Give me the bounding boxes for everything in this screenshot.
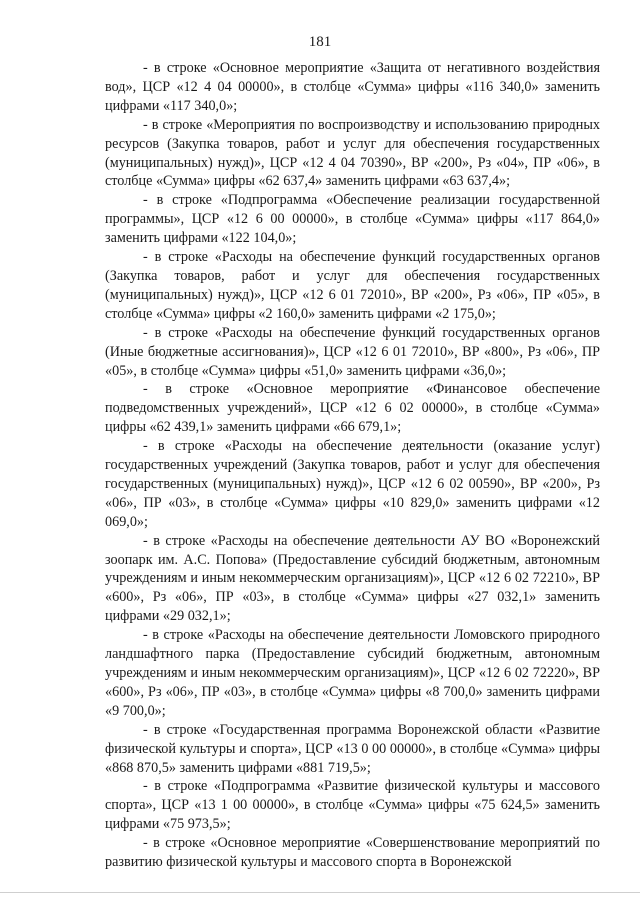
paragraph: - в строке «Основное мероприятие «Совершенствование мероприятий по развитию физической культуры и массового спорта в Воронежской <box>105 835 600 871</box>
paragraph: - в строке «Подпрограмма «Обеспечение реализации государственной программы», ЦСР «12 6 00 00000», в столбце «Сумма» цифры «117 864,0» заменить цифрами «122 104,0»; <box>105 192 600 247</box>
paragraph: - в строке «Расходы на обеспечение функций государственных органов (Закупка товаров, работ и услуг для обеспечения государственных (муниципальных) нужд)», ЦСР «12 6 01 72010», ВР «200», Рз «06», ПР «05», в столбце «Сумма» цифры «2 160,0» заменить цифрами «2 175,0»; <box>105 249 600 322</box>
document-body <box>105 59 600 872</box>
page-bottom-edge <box>0 892 640 893</box>
paragraph: - в строке «Основное мероприятие «Защита от негативного воздействия вод», ЦСР «12 4 04 00000», в столбце «Сумма» цифры «116 340,0» заменить цифрами «117 340,0»; <box>105 60 600 114</box>
paragraph: - в строке «Расходы на обеспечение деятельности Ломовского природного ландшафтного парка (Предоставление субсидий бюджетным, автономным учреждениям и иным некоммерческим организациям)», ЦСР «12 6 02 72220», ВР «600», Рз «06», ПР «03», в столбце «Сумма» цифры «8 700,0» заменить цифрами «9 700,0»; <box>105 627 600 719</box>
paragraph: - в строке «Подпрограмма «Развитие физической культуры и массового спорта», ЦСР «13 1 00 00000», в столбце «Сумма» цифры «75 624,5» заменить цифрами «75 973,5»; <box>105 778 600 833</box>
paragraph: - в строке «Расходы на обеспечение деятельности АУ ВО «Воронежский зоопарк им. А.С. Попова» (Предоставление субсидий бюджетным, автономным учреждениям и иным некоммерческим организациям)», ЦСР «12 6 02 72210», ВР «600», Рз «06», ПР «03», в столбце «Сумма» цифры «27 032,1» заменить цифрами «29 032,1»; <box>105 532 600 625</box>
paragraph: - в строке «Мероприятия по воспроизводству и использованию природных ресурсов (Закупка товаров, работ и услуг для обеспечения государственных (муниципальных) нужд)», ЦСР «12 4 04 70390», ВР «200», Рз «04», ПР «06», в столбце «Сумма» цифры «62 637,4» заменить цифрами «63 637,4»; <box>105 116 600 190</box>
page-number: 181 <box>308 34 332 50</box>
paragraph: - в строке «Расходы на обеспечение функций государственных органов (Иные бюджетные ассигнования)», ЦСР «12 6 01 72010», ВР «800», Рз «06», ПР «05», в столбце «Сумма» цифры «51,0» заменить цифрами «36,0»; <box>105 324 600 379</box>
paragraph: - в строке «Расходы на обеспечение деятельности (оказание услуг) государственных учреждений (Закупка товаров, работ и услуг для обеспечения государственных (муниципальных) нужд)», ЦСР «12 6 02 00590», ВР «200», Рз «06», ПР «03», в столбце «Сумма» цифры «10 829,0» заменить цифрами «12 069,0»; <box>105 438 600 530</box>
paragraph: - в строке «Основное мероприятие «Финансовое обеспечение подведомственных учреждений», ЦСР «12 6 02 00000», в столбце «Сумма» цифры «62 439,1» заменить цифрами «66 679,1»; <box>105 381 600 436</box>
paragraph: - в строке «Государственная программа Воронежской области «Развитие физической культуры и спорта», ЦСР «13 0 00 00000», в столбце «Сумма» цифры «868 870,5» заменить цифрами «881 719,5»; <box>105 721 600 776</box>
